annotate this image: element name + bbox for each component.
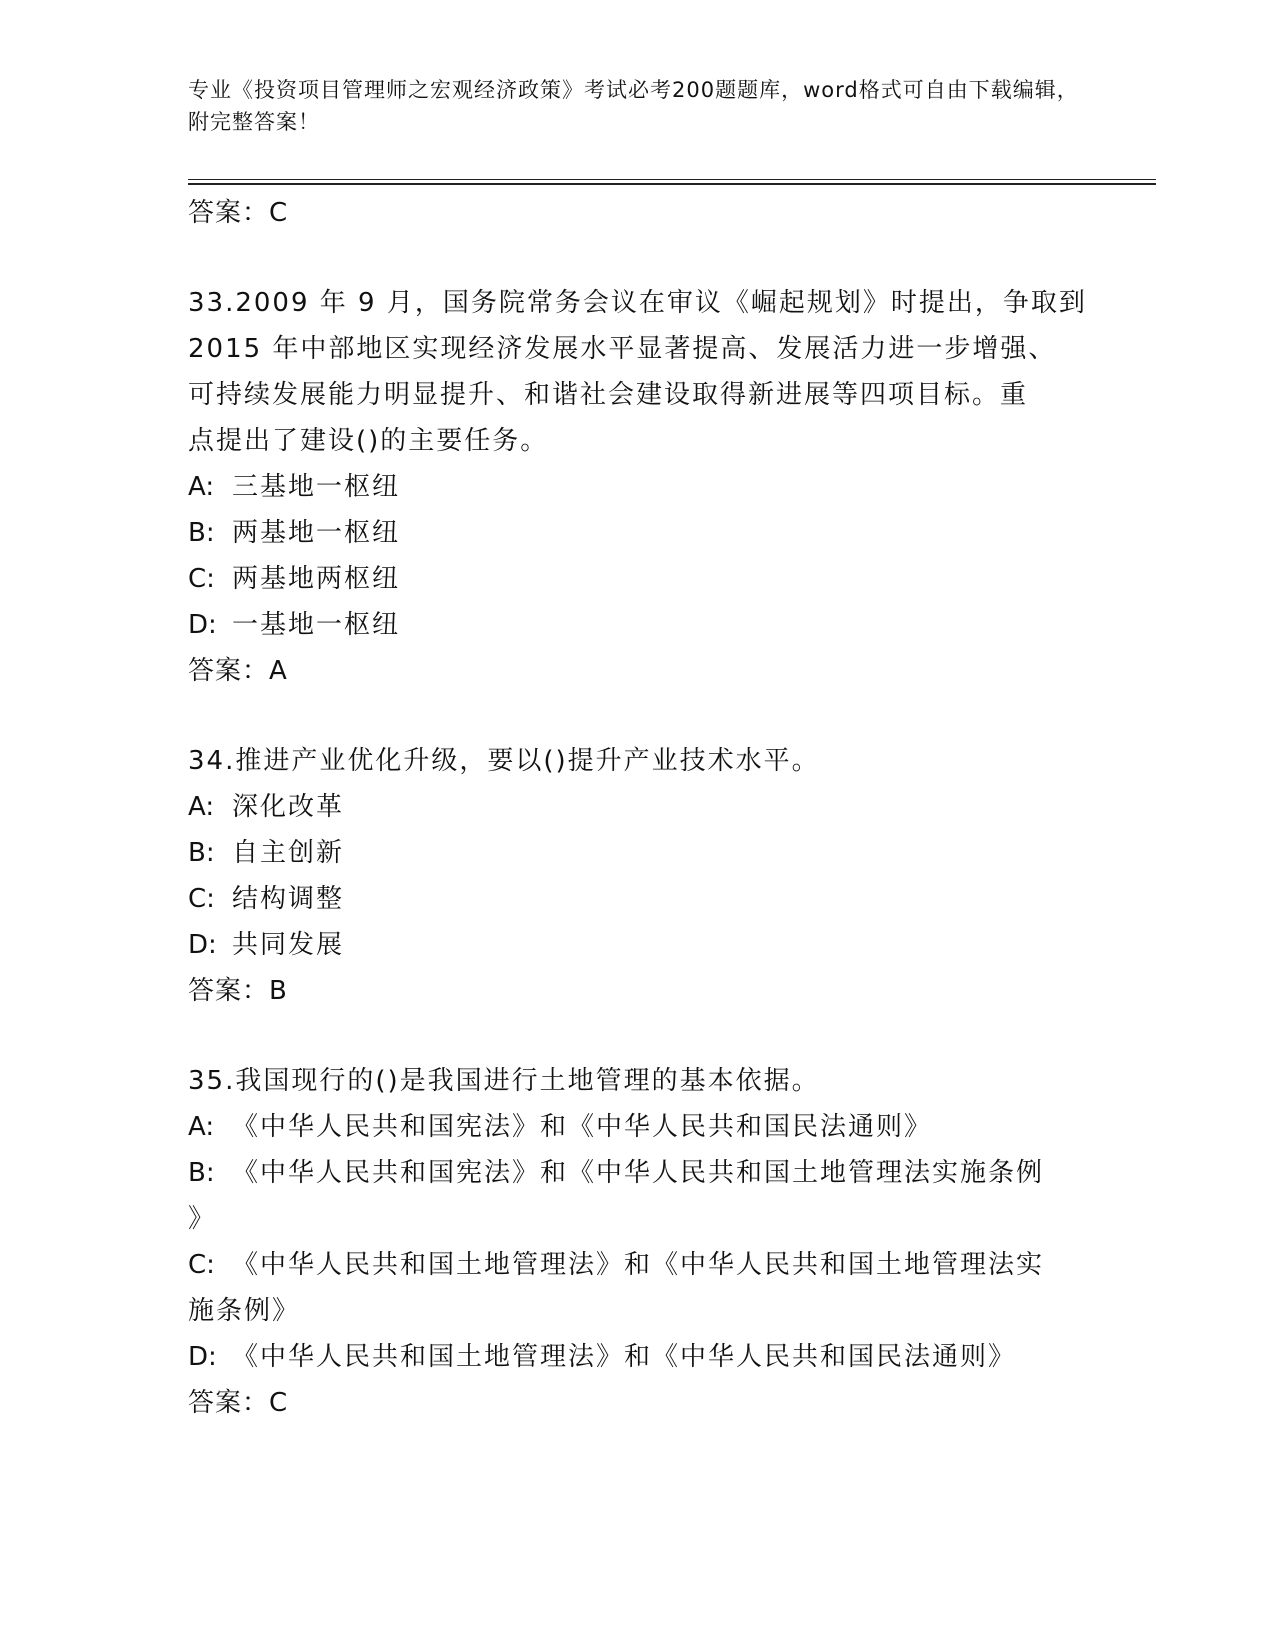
header-rule-thick <box>188 183 1156 185</box>
option-text: 《中华人民共和国土地管理法》和《中华人民共和国民法通则》 <box>232 1342 1017 1372</box>
option-label: C: <box>188 564 215 594</box>
option-d <box>188 1334 1088 1380</box>
option-d <box>188 922 1088 968</box>
question-text-line: 2015 年中部地区实现经济发展水平显著提高、发展活力进一步增强、 <box>188 334 1057 364</box>
option-label: A: <box>188 1112 215 1142</box>
option-label: B: <box>188 518 215 548</box>
option-a <box>188 1104 1088 1150</box>
question-text-line: 34.推进产业优化升级，要以()提升产业技术水平。 <box>188 746 820 776</box>
option-c <box>188 1242 1088 1288</box>
option-text: 深化改革 <box>232 792 345 822</box>
option-d <box>188 602 1088 648</box>
header-rule-thin <box>188 179 1156 180</box>
option-a <box>188 464 1088 510</box>
option-text: 三基地一枢纽 <box>232 472 401 502</box>
question-block <box>188 280 1088 694</box>
option-text: 《中华人民共和国土地管理法》和《中华人民共和国土地管理法实 <box>232 1250 1045 1280</box>
option-text: 两基地一枢纽 <box>232 518 401 548</box>
option-label: B: <box>188 838 215 868</box>
answer-line: 答案：A <box>188 656 288 686</box>
option-c-continuation: 施条例》 <box>188 1296 301 1326</box>
option-label: C: <box>188 1250 215 1280</box>
question-block <box>188 738 1088 1014</box>
answer-line: 答案：B <box>188 976 288 1006</box>
option-label: A: <box>188 472 215 502</box>
option-label: D: <box>188 610 217 640</box>
option-b <box>188 510 1088 556</box>
spacer <box>188 694 1088 738</box>
option-label: D: <box>188 1342 217 1372</box>
question-text-line: 33.2009 年 9 月，国务院常务会议在审议《崛起规划》时提出，争取到 <box>188 288 1087 318</box>
option-text: 《中华人民共和国宪法》和《中华人民共和国民法通则》 <box>232 1112 933 1142</box>
option-b <box>188 1150 1088 1196</box>
document-header: 专业《投资项目管理师之宏观经济政策》考试必考200题题库，word格式可自由下载编辑，附完整答案！ <box>188 78 1079 134</box>
option-label: A: <box>188 792 215 822</box>
option-text: 结构调整 <box>232 884 345 914</box>
question-text-line: 点提出了建设()的主要任务。 <box>188 426 549 456</box>
option-c <box>188 876 1088 922</box>
option-text: 《中华人民共和国宪法》和《中华人民共和国土地管理法实施条例 <box>232 1158 1045 1188</box>
document-body <box>188 190 1088 1426</box>
answer-line: 答案：C <box>188 1388 289 1418</box>
option-label: D: <box>188 930 217 960</box>
question-text-line: 35.我国现行的()是我国进行土地管理的基本依据。 <box>188 1066 820 1096</box>
option-text: 两基地两枢纽 <box>232 564 401 594</box>
spacer <box>188 1014 1088 1058</box>
option-b <box>188 830 1088 876</box>
answer-line: 答案：C <box>188 198 289 228</box>
question-block <box>188 1058 1088 1426</box>
option-text: 一基地一枢纽 <box>232 610 401 640</box>
question-text-line: 可持续发展能力明显提升、和谐社会建设取得新进展等四项目标。重 <box>188 380 1029 410</box>
option-label: C: <box>188 884 215 914</box>
option-text: 自主创新 <box>232 838 345 868</box>
option-a <box>188 784 1088 830</box>
spacer <box>188 236 1088 280</box>
option-b-continuation: 》 <box>188 1204 217 1234</box>
option-label: B: <box>188 1158 215 1188</box>
option-text: 共同发展 <box>232 930 345 960</box>
option-c <box>188 556 1088 602</box>
